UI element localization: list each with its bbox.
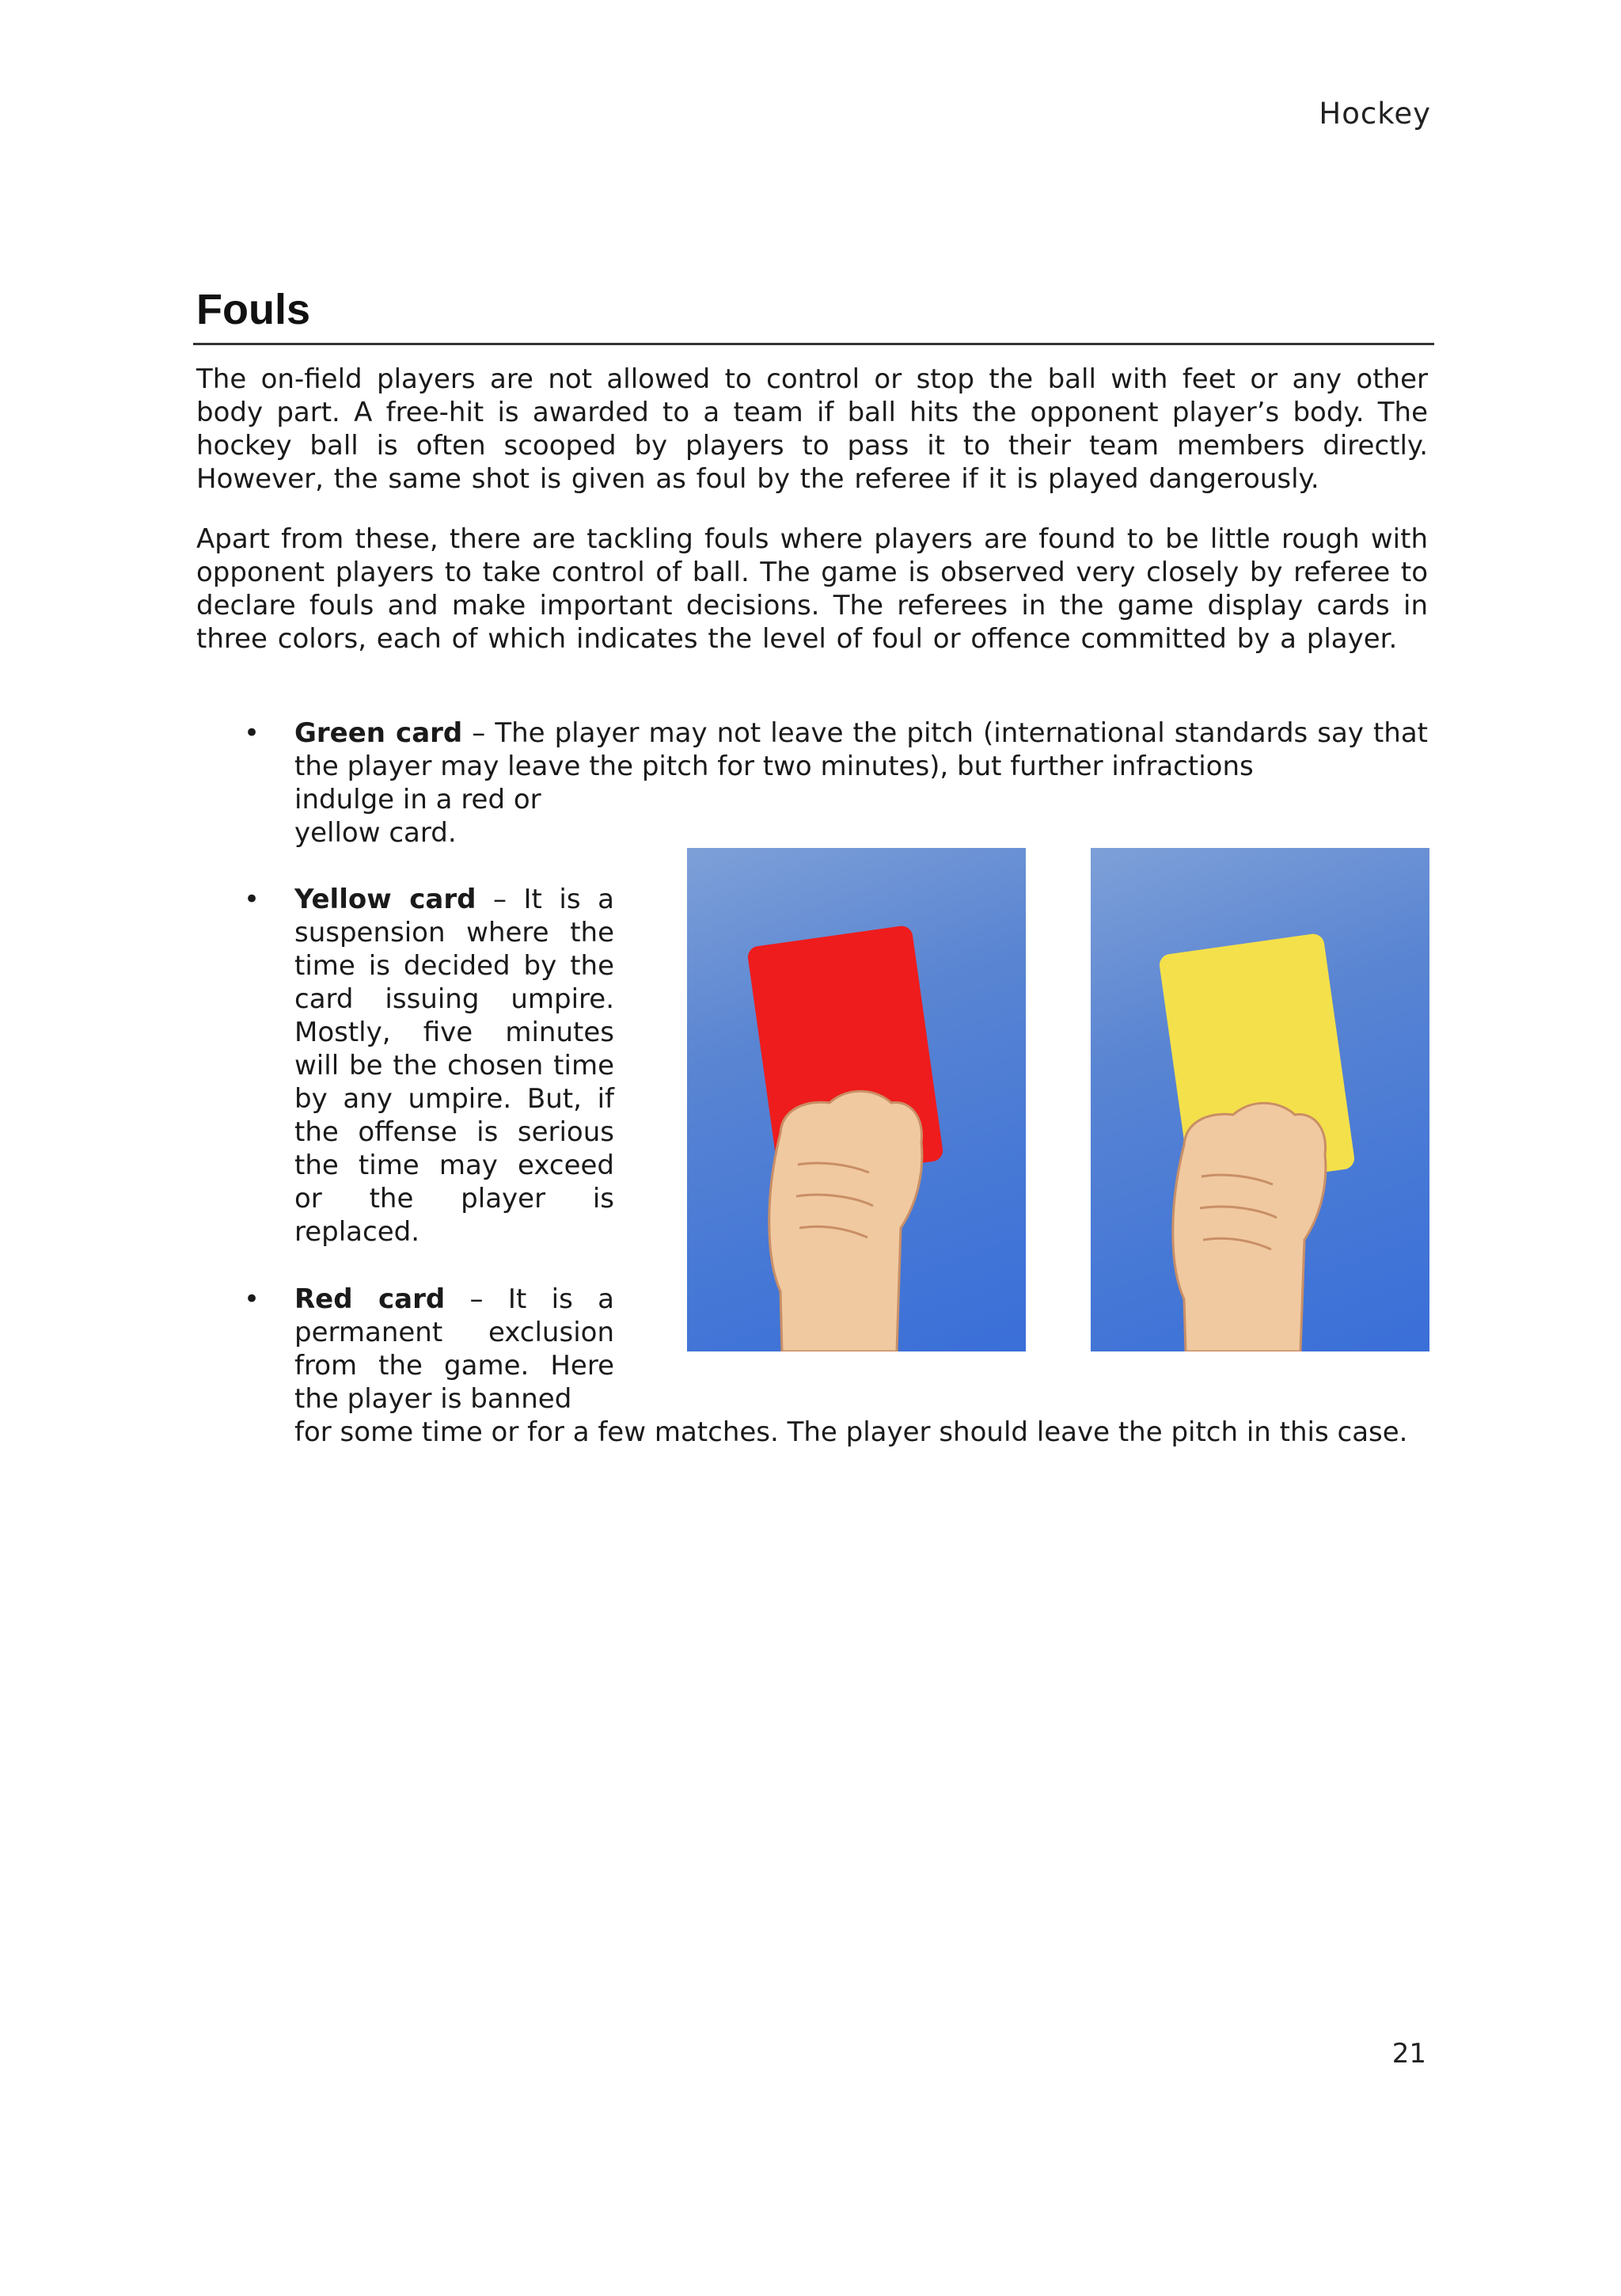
hand-icon [1173, 1103, 1326, 1351]
running-header: Hockey [1319, 97, 1431, 131]
red-card-illustration [687, 848, 1026, 1351]
yellow-card-term: Yellow card [294, 884, 476, 915]
bullet-green-card [294, 717, 1428, 783]
bullet-dot-yellow: • [244, 884, 260, 915]
bullet-red-card-tail: for some time or for a few matches. The player should leave the pitch in this case. [294, 1416, 1408, 1448]
section-title: Fouls [196, 286, 310, 333]
yellow-card-illustration [1091, 848, 1429, 1351]
green-card-text: – The player may not leave the pitch (international standards say that the player may leave the pitch for two minutes), but further infractions [294, 717, 1429, 782]
bullet-red-card [294, 1283, 614, 1416]
title-rule [193, 343, 1434, 345]
page-number: 21 [1391, 2038, 1426, 2070]
bullet-dot-red: • [244, 1283, 260, 1315]
bullet-yellow-card [294, 883, 614, 1249]
bullet-green-card-tail: indulge in a red or yellow card. [294, 784, 541, 849]
bullet-dot-green: • [244, 717, 260, 749]
green-card-term: Green card [294, 717, 463, 749]
red-card-term: Red card [294, 1283, 446, 1315]
red-card-text: – It is a permanent exclusion from the game. Here the player is banned [294, 1283, 614, 1415]
yellow-card-text: – It is a suspension where the time is decided by the card issuing umpire. Mostly, five minutes will be the chosen time by any umpire. But, if the offense is serious the time may exceed or the player is replaced. [294, 884, 614, 1248]
paragraph-1: The on-field players are not allowed to control or stop the ball with feet or any other body part. A free-hit is awarded to a team if ball hits the opponent player’s body. The hockey ball is often scooped by players to pass it to their team members directly. However, the same shot is given as foul by the referee if it is played dangerously. [196, 363, 1428, 495]
hand-icon [769, 1091, 922, 1351]
paragraph-2: Apart from these, there are tackling fouls where players are found to be little rough with opponent players to take control of ball. The game is observed very closely by referee to declare fouls and make important decisions. The referees in the game display cards in three colors, each of which indicates the level of foul or offence committed by a player. [196, 523, 1428, 655]
